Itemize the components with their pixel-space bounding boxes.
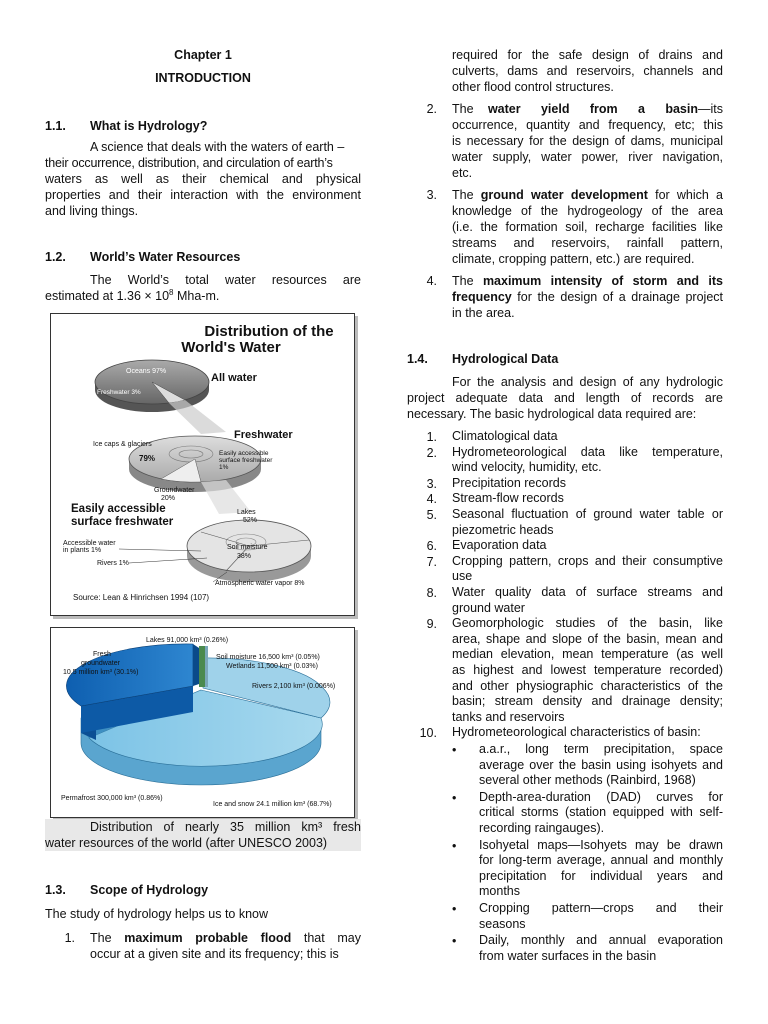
- text-line: months: [479, 884, 520, 899]
- figure-title-line2: World's Water: [181, 339, 281, 356]
- oceans-label: Oceans 97%: [126, 368, 167, 375]
- text-line: their occurrence, distribution, and circulation of earth’s: [45, 156, 333, 170]
- text-line: required for the safe design of drains and: [452, 48, 723, 62]
- bullet-item: [452, 742, 723, 789]
- list-number: 1.: [64, 931, 75, 945]
- easily-accessible-line2: surface freshwater: [219, 457, 273, 464]
- text-line: knowledge of the hydrogeology of the area: [452, 204, 723, 218]
- bullet-icon: •: [452, 934, 457, 949]
- fresh-gw-line3: 10.5 million km³ (30.1%): [63, 669, 139, 676]
- lakes-slice: [199, 646, 205, 687]
- list-item: [407, 187, 723, 267]
- text-line: The ground water development for which a: [452, 188, 723, 202]
- text-line: a.a.r., long term precipitation, space: [479, 742, 723, 756]
- section-1-1-heading: [45, 118, 207, 134]
- section-number: 1.1.: [45, 119, 66, 133]
- text-line: etc.: [452, 166, 473, 180]
- list-number: 4.: [426, 274, 437, 288]
- list-number: 6.: [426, 539, 437, 554]
- soil-moisture-pct: 38%: [237, 553, 252, 560]
- list-number: 2.: [426, 445, 437, 460]
- section-number: 1.3.: [45, 883, 66, 897]
- list-item: [407, 101, 723, 181]
- list-number: 8.: [426, 585, 437, 600]
- soil-moisture-label: Soil moisture: [227, 544, 268, 551]
- text-line: Stream-flow records: [452, 491, 564, 506]
- icecaps-label: Ice caps & glaciers: [93, 441, 152, 448]
- text-line: (i.e. the formation soil, recharge facilities like: [452, 220, 723, 234]
- caption-line: water resources of the world (after UNESCO 2003): [45, 836, 328, 850]
- text-line: Hydrometeorological characteristics of basin:: [452, 725, 701, 740]
- hydrology-definition: [45, 139, 361, 219]
- text-line: average over the basin using isohyets and: [479, 757, 723, 772]
- lakes-label: Lakes: [237, 509, 256, 516]
- text-line: streams and reservoirs, rainfall pattern,: [452, 236, 723, 250]
- chapter-label: Chapter 1: [174, 48, 232, 62]
- bullet-icon: •: [452, 901, 457, 916]
- text-line: median elevation, mean temperature (as well: [452, 647, 723, 662]
- text-line: The maximum probable flood that may: [90, 931, 361, 945]
- ice-snow-label: Ice and snow 24.1 million km³ (68.7%): [213, 801, 332, 808]
- list-number: 1.: [426, 430, 437, 444]
- text-line: The water yield from a basin—its: [452, 102, 723, 116]
- text-line: Cropping pattern, crops and their consumptive: [452, 553, 723, 568]
- big-accessible-line1: Easily accessible: [71, 503, 166, 515]
- easily-accessible-line1: Easily accessible: [219, 450, 269, 457]
- text-line: Daily, monthly and annual evaporation: [479, 933, 723, 948]
- text-line: area, shape and slope of the basin, mean and: [452, 631, 723, 646]
- fresh-gw-line1: Fresh: [93, 651, 111, 658]
- bullet-item: [452, 790, 723, 837]
- text-line: precipitation for individual years and: [479, 868, 723, 883]
- text-line: is necessary for the design of dams, municipal: [452, 134, 723, 148]
- permafrost-label: Permafrost 300,000 km³ (0.86%): [61, 795, 163, 802]
- text-line: The World’s total water resources are: [90, 273, 361, 287]
- atmospheric-label: Atmospheric water vapor 8%: [215, 580, 305, 587]
- chapter-title: INTRODUCTION: [155, 71, 251, 85]
- groundwater-label: Groundwater: [154, 487, 195, 494]
- bullet-icon: •: [452, 743, 457, 757]
- text-line: Evaporation data: [452, 538, 547, 553]
- section-title: World’s Water Resources: [90, 250, 241, 264]
- list-number: 5.: [426, 507, 437, 522]
- item1-continuation: [452, 47, 723, 95]
- fresh-gw-line2: groundwater: [81, 660, 120, 667]
- text-line: Cropping pattern—crops and their: [479, 900, 723, 915]
- hydrological-data-list: [407, 429, 723, 741]
- lakes-pct: 52%: [243, 517, 258, 524]
- accessible-water-disk: [187, 520, 311, 582]
- text-line: occurrence, quantity and frequency, etc; this: [452, 118, 723, 132]
- text-line: other flood control structures.: [452, 80, 614, 94]
- soil-moisture-label: Soil moisture 16,500 km³ (0.05%): [216, 654, 320, 661]
- easily-accessible-pct: 1%: [219, 464, 229, 471]
- list-number: 2.: [426, 102, 437, 116]
- text-line: For the analysis and design of any hydrologic: [452, 375, 723, 389]
- text-line: occur at a given site and its frequency; this is: [90, 947, 339, 961]
- text-line: waters as well as their chemical and physical: [45, 172, 361, 186]
- text-line: use: [452, 569, 473, 584]
- list-number: 9.: [426, 617, 437, 632]
- world-water-distribution-figure: [50, 313, 355, 616]
- list-item: [407, 507, 723, 538]
- text-line: recording raingauges).: [479, 820, 605, 835]
- figure-source: Source: Lean & Hinrichsen 1994 (107): [73, 593, 210, 602]
- bullet-item: [452, 933, 723, 964]
- text-line: as highest and lowest temperature recorded): [452, 662, 723, 677]
- plants-label-line1: Accessible water: [63, 540, 116, 547]
- section-1-4-heading: [407, 351, 558, 367]
- text-line: Water quality data of surface streams and: [452, 584, 723, 599]
- text-line: water supply, water power, river navigation,: [452, 150, 723, 164]
- text-line: A science that deals with the waters of earth –: [90, 140, 345, 154]
- scope-intro: The study of hydrology helps us to know: [45, 907, 269, 921]
- text-line: estimated at $1.36 \times 10^8$ Mha-m.: [45, 287, 220, 303]
- lakes-label: Lakes 91,000 km³ (0.26%): [146, 637, 229, 644]
- text-line: ground water: [452, 600, 525, 615]
- text-line: Hydrometeorological data like temperature,: [452, 444, 723, 459]
- text-line: basin; stream density and drainage density;: [452, 694, 723, 709]
- text-line: Climatological data: [452, 429, 558, 443]
- icecaps-pct: 79%: [139, 454, 156, 463]
- plants-label-line2: in plants 1%: [63, 547, 102, 554]
- text-line: Depth-area-duration (DAD) curves for: [479, 789, 723, 804]
- big-accessible-line2: surface freshwater: [71, 516, 174, 528]
- soil-wetland-slice: [205, 646, 208, 687]
- section-title: What is Hydrology?: [90, 119, 208, 133]
- text-line: piezometric heads: [452, 522, 554, 537]
- section-title: Hydrological Data: [452, 352, 559, 366]
- text-line: and other physiographic characteristics of the: [452, 678, 723, 693]
- text-line: necessary. The basic hydrological data required are:: [407, 407, 697, 421]
- section-number: 1.4.: [407, 352, 428, 366]
- text-line: frequency for the design of a drainage project: [452, 290, 723, 304]
- list-item: [407, 585, 723, 616]
- list-item: [407, 491, 723, 507]
- freshwater-label: Freshwater: [234, 429, 293, 441]
- water-resources-text: [45, 272, 361, 304]
- all-water-label: All water: [211, 372, 257, 384]
- section-1-3-heading: [45, 882, 208, 898]
- text-line: from water surfaces in the basin: [479, 948, 657, 963]
- text-line: several other methods (Rainbird, 1968): [479, 773, 696, 788]
- text-line: culverts, dams and reservoirs, channels and: [452, 64, 723, 78]
- section-number: 1.2.: [45, 250, 66, 264]
- list-item: [407, 429, 723, 445]
- text-line: Isohyetal maps—Isohyets may be drawn: [479, 837, 723, 852]
- bullet-item: [452, 838, 723, 900]
- text-line: for long-term average, annual and monthly: [479, 853, 723, 868]
- section-title: Scope of Hydrology: [90, 883, 209, 897]
- hydrological-data-intro: [407, 374, 723, 422]
- text-line: Seasonal fluctuation of ground water table or: [452, 506, 723, 521]
- text-line: and living things.: [45, 204, 139, 218]
- hydromet-bullet-list: [452, 742, 723, 965]
- freshwater-pct-label: Freshwater 3%: [97, 389, 141, 396]
- bullet-icon: •: [452, 790, 457, 805]
- text-line: The maximum intensity of storm and its: [452, 274, 723, 288]
- list-item: [407, 476, 723, 492]
- text-line: tanks and reservoirs: [452, 709, 565, 724]
- text-line: Precipitation records: [452, 475, 566, 490]
- freshwater-pie-figure: [50, 627, 355, 818]
- list-item: [407, 725, 723, 741]
- text-line: seasons: [479, 916, 526, 931]
- list-number: 4.: [426, 492, 437, 507]
- wetlands-label: Wetlands 11,500 km³ (0.03%): [226, 663, 318, 670]
- bullet-item: [452, 901, 723, 932]
- list-item: [407, 273, 723, 321]
- world-water-diagram: [51, 314, 356, 617]
- text-line: project adequate data and length of records are: [407, 391, 723, 405]
- caption-line: Distribution of nearly 35 million km³ fresh: [90, 820, 361, 834]
- text-line: properties and their interaction with the environment: [45, 188, 361, 202]
- text-line: critical storms (station equipped with self-: [479, 805, 723, 820]
- rivers-label: Rivers 1%: [97, 560, 129, 567]
- freshwater-pie-chart: [51, 628, 356, 819]
- list-item: [407, 554, 723, 585]
- rivers-label: Rivers 2,100 km³ (0.006%): [252, 683, 336, 690]
- figure-caption: [45, 819, 361, 851]
- list-item: [407, 445, 723, 476]
- list-number: 3.: [426, 188, 437, 202]
- bullet-icon: •: [452, 838, 457, 853]
- section-1-2-heading: [45, 249, 240, 265]
- groundwater-pct: 20%: [161, 495, 176, 502]
- list-number: 3.: [426, 476, 437, 491]
- list-number: 10.: [419, 726, 437, 741]
- list-item: [407, 538, 723, 554]
- figure-title-line1: Distribution of the: [204, 323, 334, 340]
- text-line: wind velocity, humidity, etc.: [452, 460, 602, 475]
- list-item: [407, 616, 723, 725]
- text-line: in the area.: [452, 306, 515, 320]
- text-line: Geomorphologic studies of the basin, like: [452, 616, 723, 631]
- list-item: [45, 930, 361, 962]
- text-line: climate, cropping pattern, etc.) are required.: [452, 252, 695, 266]
- list-number: 7.: [426, 554, 437, 569]
